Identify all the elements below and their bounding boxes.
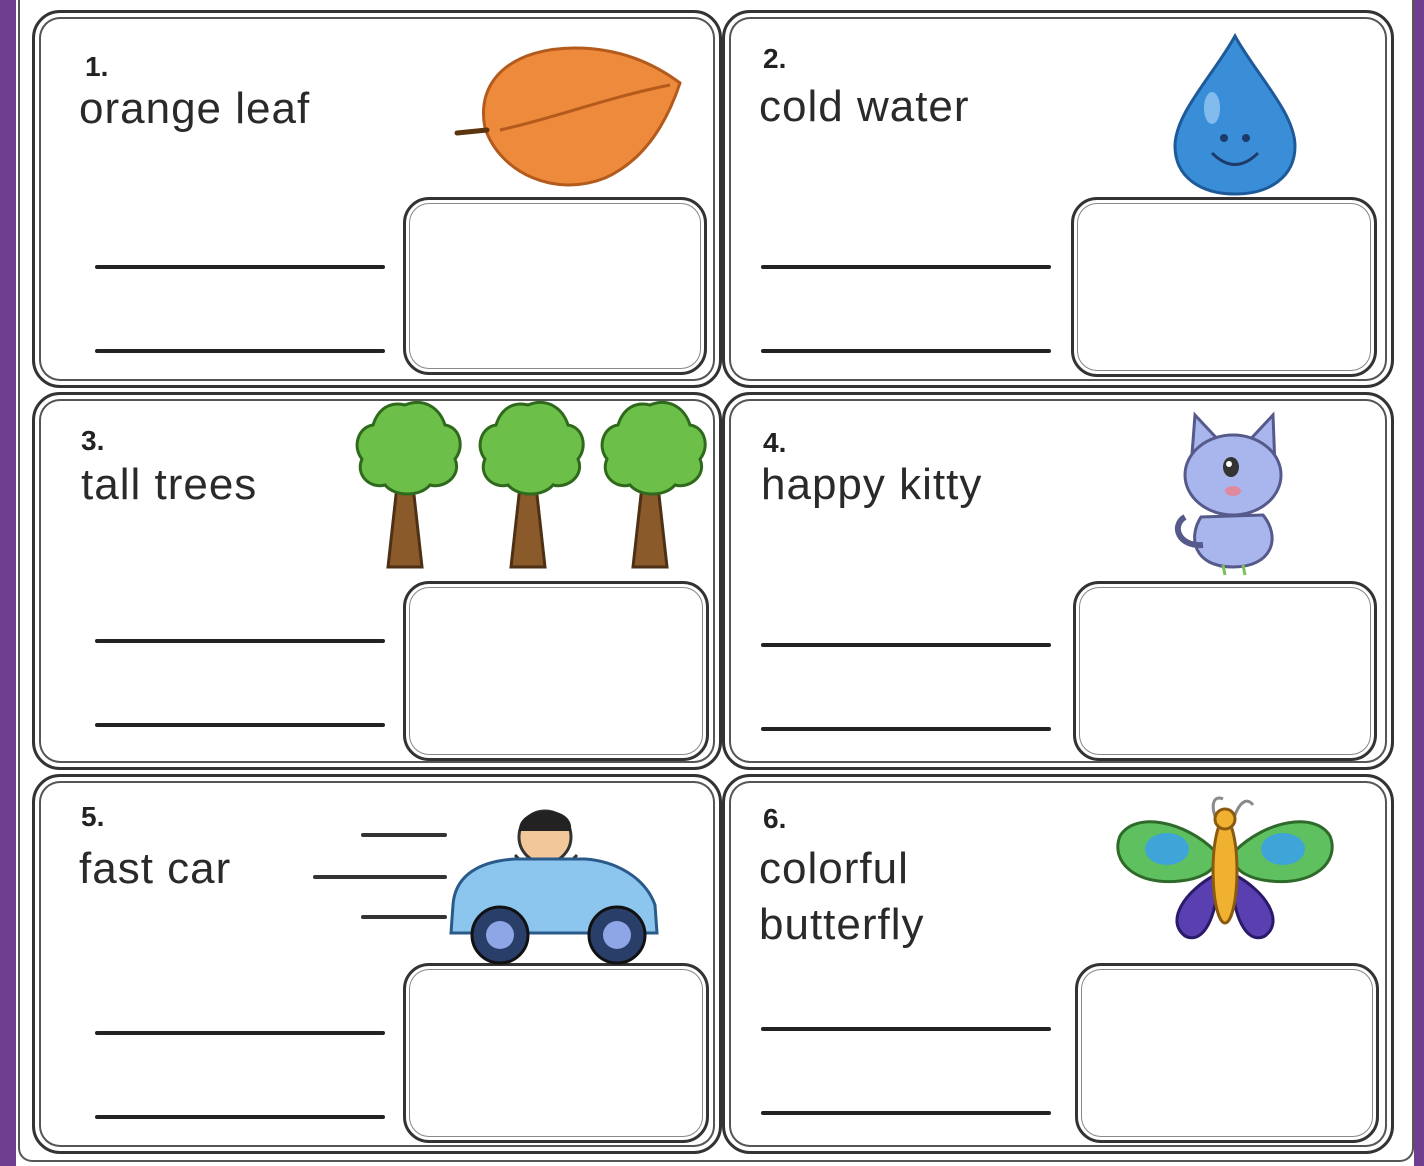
item-phrase: colorful butterfly <box>759 844 925 949</box>
answer-line-2[interactable] <box>95 349 385 353</box>
answer-line-1[interactable] <box>761 643 1051 647</box>
water-drop-icon <box>1160 28 1310 198</box>
item-phrase: tall trees <box>81 460 258 509</box>
answer-line-1[interactable] <box>761 265 1051 269</box>
drawing-box[interactable] <box>403 963 709 1143</box>
item-phrase: fast car <box>79 844 232 893</box>
item-number: 6. <box>763 803 787 834</box>
item-number: 3. <box>81 425 105 456</box>
item-number: 4. <box>763 427 787 458</box>
worksheet-card-4 <box>722 392 1394 770</box>
drawing-box[interactable] <box>1073 581 1377 761</box>
item-number: 5. <box>81 801 105 832</box>
item-phrase: happy kitty <box>761 460 983 509</box>
kitty-icon <box>1163 407 1303 577</box>
leaf-icon <box>445 38 695 188</box>
answer-line-1[interactable] <box>95 265 385 269</box>
frame-right-edge <box>1414 0 1424 1166</box>
worksheet-card-3 <box>32 392 722 770</box>
answer-line-2[interactable] <box>761 727 1051 731</box>
worksheet <box>18 0 1414 1162</box>
answer-line-2[interactable] <box>95 723 385 727</box>
worksheet-card-1 <box>32 10 722 388</box>
worksheet-card-6 <box>722 774 1394 1154</box>
answer-line-1[interactable] <box>95 639 385 643</box>
trees-icon <box>340 397 710 577</box>
drawing-box[interactable] <box>403 197 707 375</box>
car-icon <box>295 795 715 965</box>
drawing-box[interactable] <box>1071 197 1377 377</box>
answer-line-1[interactable] <box>761 1027 1051 1031</box>
drawing-box[interactable] <box>1075 963 1379 1143</box>
item-phrase: cold water <box>759 82 970 131</box>
worksheet-card-5 <box>32 774 722 1154</box>
answer-line-2[interactable] <box>95 1115 385 1119</box>
item-number: 1. <box>85 51 109 82</box>
item-phrase: orange leaf <box>79 84 311 133</box>
item-number: 2. <box>763 43 787 74</box>
answer-line-2[interactable] <box>761 349 1051 353</box>
frame-left-edge <box>0 0 16 1166</box>
worksheet-card-2 <box>722 10 1394 388</box>
answer-line-1[interactable] <box>95 1031 385 1035</box>
answer-line-2[interactable] <box>761 1111 1051 1115</box>
drawing-box[interactable] <box>403 581 709 761</box>
butterfly-icon <box>1105 791 1345 951</box>
